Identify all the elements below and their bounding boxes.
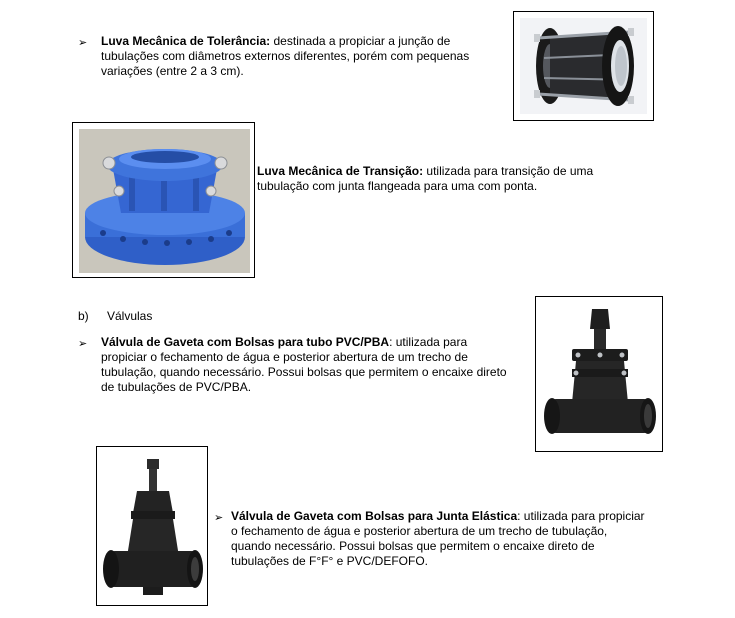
valve-elastic-line-1: Válvula de Gaveta com Bolsas para Junta Elástica: utilizada para propiciar (231, 509, 645, 523)
gate-valve-elastic-icon (103, 453, 203, 601)
flange-adaptor-icon (79, 129, 250, 273)
item-tolerancia-line-1: Luva Mecânica de Tolerância: destinada a propiciar a junção de (101, 34, 451, 48)
valve-elastic-line-4: tubulações de F°F° e PVC/DEFOFO. (231, 554, 428, 568)
section-heading: Válvulas (107, 309, 153, 323)
valve-elastic-text (231, 509, 665, 569)
item-transicao-line-2: tubulação com junta flangeada para uma com ponta. (257, 179, 538, 193)
item-transicao-line-1: Luva Mecânica de Transição: utilizada para transição de uma (257, 164, 594, 178)
valve-pvc-line-1: Válvula de Gaveta com Bolsas para tubo PVC/PBA: utilizada para (101, 335, 468, 349)
item-tolerancia-title: Luva Mecânica de Tolerância: (101, 34, 271, 48)
item-transicao-title: Luva Mecânica de Transição: (257, 164, 424, 178)
item-tolerancia-line-3: variações (entre 2 a 3 cm). (101, 64, 244, 78)
gate-valve-elastic-image (96, 446, 208, 606)
flange-adaptor-image (72, 122, 255, 278)
bullet-arrow-icon: ➢ (214, 512, 224, 524)
bullet-arrow-icon: ➢ (78, 37, 88, 49)
bullet-arrow-icon: ➢ (78, 338, 88, 350)
valve-pvc-text (101, 335, 525, 395)
valve-pvc-line-2: propiciar o fechamento de água e posterior abertura de um trecho de (101, 350, 468, 364)
gate-valve-icon (542, 303, 658, 447)
gate-valve-image (535, 296, 663, 452)
mechanical-coupling-icon (520, 18, 647, 114)
mechanical-coupling-image (513, 11, 654, 121)
item-tolerancia-line-2: tubulações com diâmetros externos diferentes, porém com pequenas (101, 49, 470, 63)
item-transicao-text (257, 164, 665, 194)
valve-elastic-line-3: quando necessário. Possui bolsas que permitem o encaixe direto de (231, 539, 595, 553)
valve-pvc-line-4: de tubulações de PVC/PBA. (101, 380, 252, 394)
item-tolerancia-text (101, 34, 503, 79)
valve-elastic-line-2: o fechamento de água e posterior abertura de um trecho de tubulação, (231, 524, 608, 538)
section-marker: b) (78, 309, 89, 323)
valve-pvc-title: Válvula de Gaveta com Bolsas para tubo PVC/PBA (101, 335, 390, 349)
valve-elastic-title: Válvula de Gaveta com Bolsas para Junta Elástica (231, 509, 518, 523)
valve-pvc-line-3: tubulação, quando necessário. Possui bolsas que permitem o encaixe direto (101, 365, 507, 379)
